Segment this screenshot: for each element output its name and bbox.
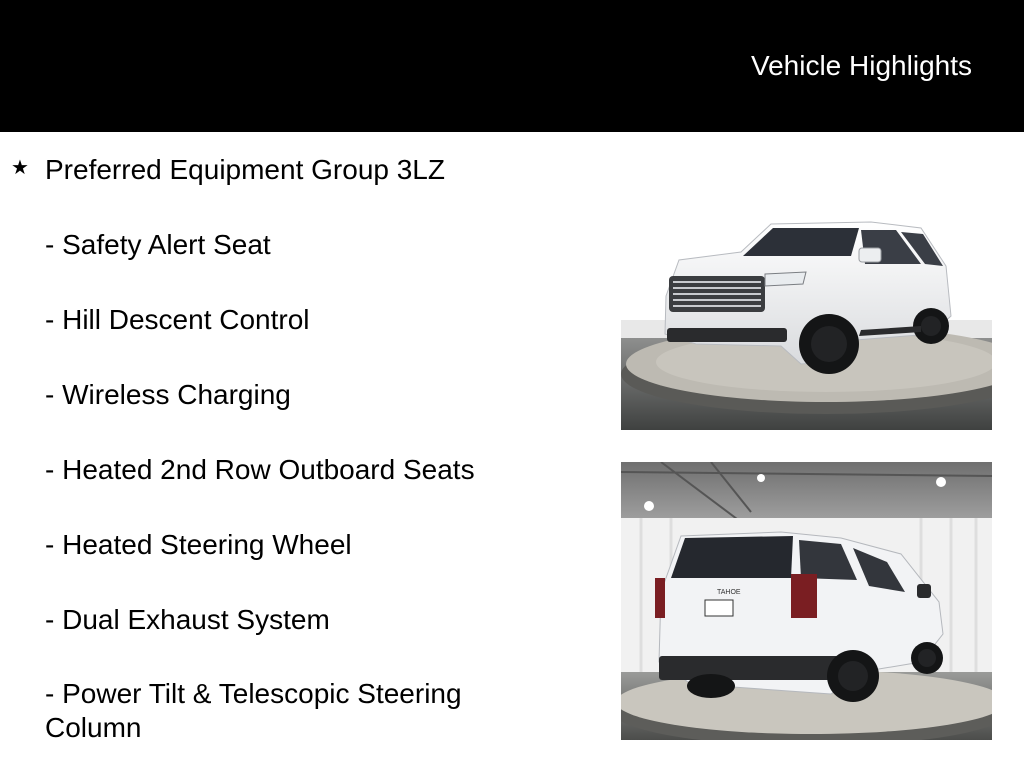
tahoe-badge: TAHOE — [717, 589, 741, 596]
rear-vehicle-illustration — [621, 462, 992, 740]
front-vehicle-illustration — [621, 216, 992, 430]
highlight-item: - Power Tilt & Telescopic Steering Column — [45, 678, 462, 743]
highlight-item: - Hill Descent Control — [45, 304, 310, 335]
highlight-item: - Wireless Charging — [45, 379, 291, 410]
highlight-item: - Safety Alert Seat — [45, 229, 271, 260]
rear-vehicle-photo — [621, 462, 992, 740]
highlight-item: - Dual Exhaust System — [45, 604, 330, 635]
highlight-item: - Heated 2nd Row Outboard Seats — [45, 454, 475, 485]
header-bar — [0, 0, 1024, 132]
equipment-group-title: Preferred Equipment Group 3LZ — [45, 154, 445, 185]
page-title: Vehicle Highlights — [750, 50, 972, 81]
highlight-item: - Heated Steering Wheel — [45, 529, 352, 560]
front-vehicle-photo — [621, 216, 992, 430]
star-icon: ★ — [11, 157, 29, 179]
